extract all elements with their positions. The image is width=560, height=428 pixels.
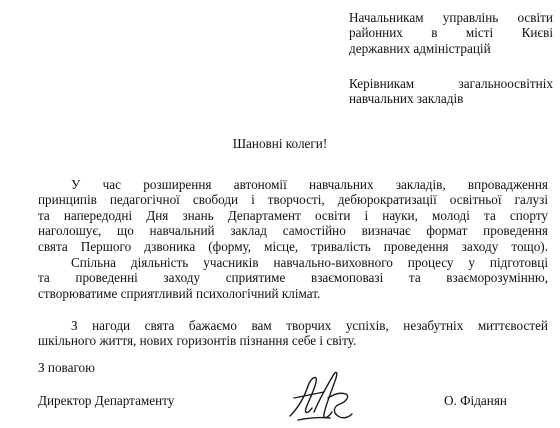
paragraph-line: та напередодні Дня знань Департамент освіти і науки, молоді та спорту bbox=[38, 207, 548, 223]
addressee-line: Керівникам загальноосвітніх bbox=[349, 76, 553, 91]
paragraph-line: свята Першого дзвоника (форму, місце, тривалість проведення заходу тощо). bbox=[38, 238, 548, 254]
addressee-line: навчальних закладів bbox=[349, 91, 464, 107]
addressee-block-school-heads bbox=[349, 76, 553, 107]
paragraph-line: принципів педагогічної свободи і творчості, дебюрократизації освітньої галузі bbox=[38, 192, 548, 208]
paragraph-line: наголошує, що навчальний заклад самостійно визначає формат проведення bbox=[38, 223, 548, 239]
paragraph-line: Спільна діяльність учасників навчально-виховного процесу у підготовці bbox=[71, 255, 548, 270]
closing-regards: З повагою bbox=[38, 360, 95, 375]
addressee-block-district-departments bbox=[349, 10, 553, 56]
addressee-line: районних в місті Києві bbox=[349, 25, 553, 41]
paragraph-line: шкільного життя, нових горизонтів пізнання себе і світу. bbox=[38, 333, 357, 349]
addressee-line: Начальникам управлінь освіти bbox=[349, 10, 553, 25]
greeting: Шановні колеги! bbox=[232, 136, 328, 151]
paragraph-line: У час розширення автономії навчальних закладів, впровадження bbox=[71, 177, 548, 192]
signer-position: Директор Департаменту bbox=[38, 393, 175, 408]
body-paragraph-3 bbox=[38, 318, 548, 349]
handwritten-signature bbox=[284, 368, 356, 424]
body-paragraph-1 bbox=[38, 177, 548, 254]
paragraph-line: створюватиме сприятливий психологічний клімат. bbox=[38, 285, 321, 301]
paragraph-line: та проведенні заходу сприятиме взаємоповазі та взаєморозумінню, bbox=[38, 270, 548, 286]
addressee-line: державних адміністрацій bbox=[349, 40, 491, 56]
paragraph-line: З нагоди свята бажаємо вам творчих успіхів, незабутніх миттєвостей bbox=[71, 318, 548, 333]
body-paragraph-2 bbox=[38, 255, 548, 301]
signer-name: О. Фіданян bbox=[444, 393, 507, 408]
